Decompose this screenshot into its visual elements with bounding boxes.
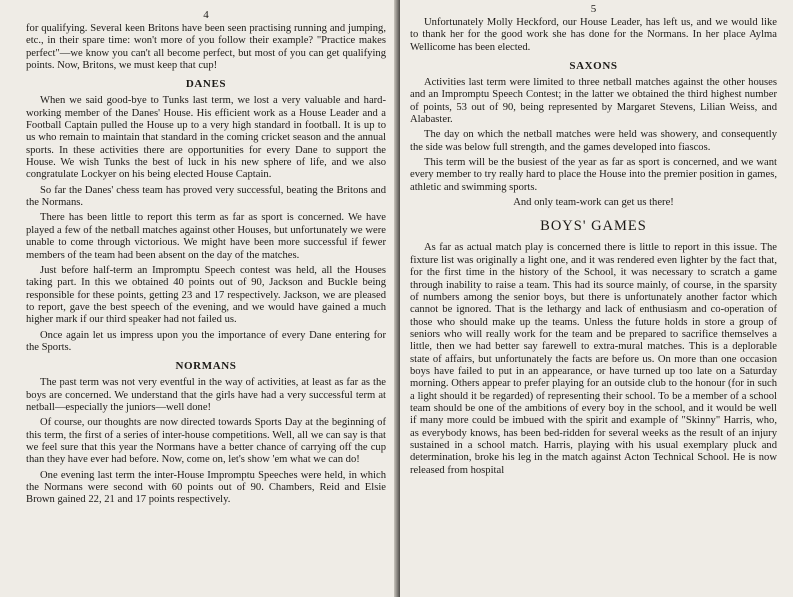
danes-paragraph: Just before half-term an Impromptu Speech contest was held, all the Houses taking part. In this we obtained 40 points out of 90, Jackson and Buckle being responsible for these points, getting 23 and 17 respectively. Jackson, we are pleased to report, gave the best speech of the evening, and we would have gained a much higher mark if our third speaker had not failed us. xyxy=(26,264,386,326)
boys-games-heading: BOYS' GAMES xyxy=(540,218,647,235)
saxons-paragraph: Activities last term were limited to three netball matches against the other houses and an Impromptu Speech Contest; in the latter we obtained the third highest number of points, 53 out of 90, being represented by Margaret Stevens, Lilian Weiss, and Alabaster. xyxy=(410,77,777,126)
danes-heading: DANES xyxy=(185,78,227,91)
danes-paragraph: There has been little to report this term as far as sport is concerned. We have played a few of the netball matches against other Houses, but unfortunately we were unable to come through victorious. We might have been more successful if fewer members of the team had been absent on the day of the matches. xyxy=(26,212,386,261)
normans-continued-paragraph: Unfortunately Molly Heckford, our House Leader, has left us, and we would like to thank her for the good work she has done for the Normans. In her place Aylma Wellicome has been elected. xyxy=(410,17,777,53)
saxons-heading: SAXONS xyxy=(569,60,618,73)
saxons-paragraph: This term will be the busiest of the year as far as sport is concerned, and we want every member to try really hard to place the House into the premier position in games, athletic and swimming sports. xyxy=(410,157,777,193)
britons-continued-paragraph: for qualifying. Several keen Britons have been seen practising running and jumping, etc., in their spare time: won't more of you follow their example? "Practice makes perfect"—we know you can't all become perfect, but most of you can get qualifying points. Now, Britons, we must keep that cup! xyxy=(26,23,386,72)
saxons-paragraph: The day on which the netball matches were held was showery, and consequently the side was below full strength, and the games developed into fiascos. xyxy=(410,129,777,153)
normans-paragraph: Of course, our thoughts are now directed towards Sports Day at the beginning of this term, the first of a series of inter-house competitions. Well, all we can say is that we feel sure that this year the Normans have a better chance of carrying off the cup than they have ever had before. Now, come on, let's show 'em what we can do! xyxy=(26,417,386,466)
normans-heading: NORMANS xyxy=(175,360,237,373)
danes-paragraph: Once again let us impress upon you the importance of every Dane entering for the Sports. xyxy=(26,329,386,353)
saxons-closing-line: And only team-work can get us there! xyxy=(513,197,674,209)
boys-games-paragraph: As far as actual match play is concerned there is little to report in this issue. The fixture list was originally a light one, and it was rendered even lighter by the fact that, for the first time in the history of the School, it was necessary to scratch a game through inability to raise a team. This had its source mainly, of course, in the sparsity of numbers among the senior boys, but there is unfortunately another factor which cannot be ignored. That is the lethargy and lack of enthusiasm and co-operation of those who should make up the teams. Unless the future holds in store a group of seniors who will really work for the team and be prepared to sacrifice themselves a little, then we had better say farewell to extra-mural matches. This is a deplorable state of affairs, but unfortunately the facts are before us. On more than one occasion boys have failed to put in an appearance, or have turned up too late on a Saturday morning. Others appear to prefer playing for an outside club to the honour (for in such a light should it be regarded) of representing their school. To be a member of a school team should be one of the ambitions of every boy in the school, and it would be well if many more could be imbued with the spirit and example of "Skinny" Harris, who, as everybody knows, has been bed-ridden for several weeks as the result of an injury sustained in a school match. Harris, playing with his usual exemplary pluck and determination, broke his leg in the match against Acton Technical School. He is now released from hospital xyxy=(410,242,777,476)
right-page xyxy=(400,0,793,597)
danes-paragraph: So far the Danes' chess team has proved very successful, beating the Britons and the Normans. xyxy=(26,184,386,209)
page-number: 5 xyxy=(590,3,597,15)
normans-paragraph: The past term was not very eventful in the way of activities, at least as far as the boys are concerned. We understand that the girls have had a very successful term at netball—especially the juniors—well done! xyxy=(26,377,386,413)
page-number: 4 xyxy=(203,9,209,21)
danes-paragraph: When we said good-bye to Tunks last term, we lost a very valuable and hard-working member of the Danes' House. His efficient work as a House Leader and a Football Captain pulled the House up to a very high standard in football. It is up to us who remain to maintain that standard in the coming cricket season and the annual sports. In these activities there are opportunities for every Dane to support the House. We wish Tunks the best of luck in his new sphere of life, and we also congratulate Lockyer on his being elected House Captain. xyxy=(26,95,386,181)
normans-paragraph: One evening last term the inter-House Impromptu Speeches were held, in which the Normans were second with 60 points out of 90. Chambers, Reid and Elsie Brown gained 22, 21 and 17 points respectively. xyxy=(26,469,386,506)
